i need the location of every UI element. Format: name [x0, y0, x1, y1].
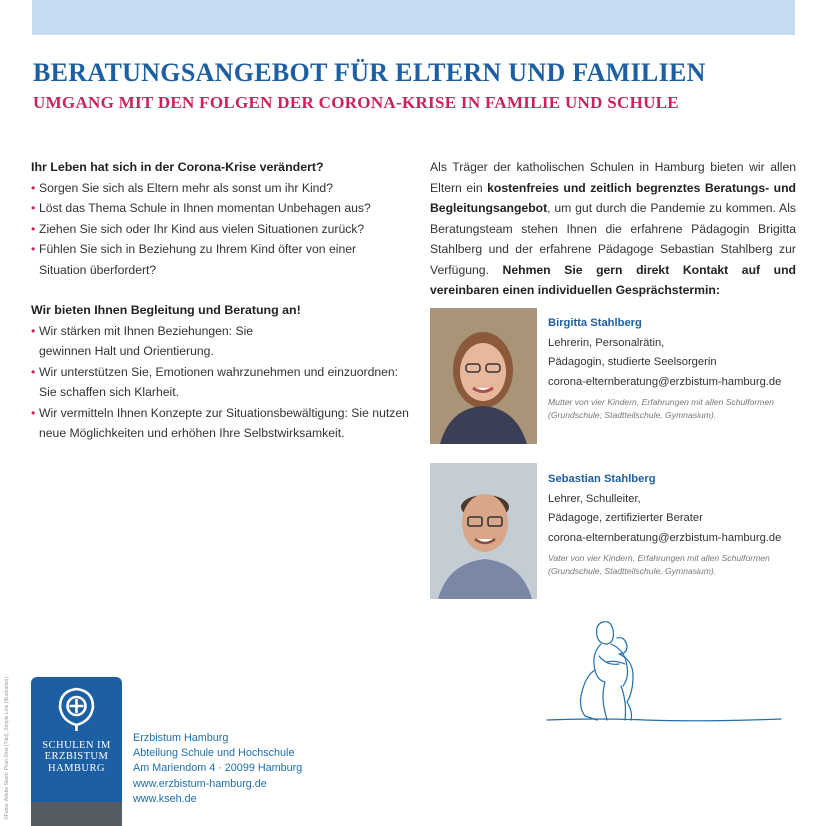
- list-item: • Wir vermitteln Ihnen Konzepte zur Situationsbewältigung: Sie nutzen neue Möglichkeiten und erhöhen Ihre Selbstwirksamkeit.: [31, 403, 411, 444]
- portrait-photo-birgitta: [430, 308, 537, 444]
- portrait-man-illustration: [430, 463, 537, 599]
- portrait-woman-illustration: [430, 308, 537, 444]
- intro-bold-cta: Nehmen Sie gern direkt Kontakt auf und vereinbaren einen individuellen Gesprächstermin:: [430, 262, 796, 297]
- list-item: • Sorgen Sie sich als Eltern mehr als sonst um ihr Kind?: [31, 178, 411, 199]
- contact-role: Lehrerin, Personalrätin,: [548, 336, 665, 349]
- contact-card-birgitta: [548, 314, 798, 421]
- intro-bold-offer: kostenfreies und zeitlich begrenztes Beratungs- und Begleitungsangebot: [430, 180, 797, 215]
- list-item: • Wir unterstützen Sie, Emotionen wahrzunehmen und einzuordnen: Sie schaffen sich Klarheit.: [31, 362, 411, 403]
- page-title: BERATUNGSANGEBOT FÜR ELTERN UND FAMILIEN: [33, 58, 706, 87]
- org-name: Erzbistum Hamburg: [133, 732, 229, 744]
- list-item: • Wir stärken mit Ihnen Beziehungen: Sie gewinnen Halt und Orientierung.: [31, 321, 411, 362]
- top-color-band: [32, 0, 795, 35]
- intro-paragraph: [430, 157, 796, 301]
- schulen-logo: [31, 677, 122, 826]
- contact-role: Lehrer, Schulleiter,: [548, 492, 641, 505]
- logo-wordmark: SCHULEN IM ERZBISTUM HAMBURG: [42, 740, 111, 774]
- contact-role: Pädagoge, zertifizierter Berater: [548, 512, 703, 524]
- contact-email[interactable]: corona-elternberatung@erzbistum-hamburg.de: [548, 375, 782, 388]
- website-link[interactable]: www.erzbistum-hamburg.de: [133, 777, 267, 790]
- intro-text: , um gut durch die Pandemie zu kommen. Als Beratungsteam stehen Ihnen die erfahrene Pädagogin Brigitta Stahlberg und der erfahrene Pädagoge Sebastian Stahlberg zur Verfügung.: [430, 201, 796, 277]
- keyhole-cross-logo-icon: [54, 685, 99, 735]
- hug-line-illustration-icon: [545, 616, 785, 728]
- list-item: • Fühlen Sie sich in Beziehung zu Ihrem Kind öfter von einer Situation überfordert?: [31, 239, 411, 280]
- portrait-photo-sebastian: [430, 463, 537, 599]
- contact-card-sebastian: [548, 470, 798, 577]
- photo-credit: ©Fotos: Adobe Stock: Pixel-Shot (Titel), Simple Line (Illustration): [4, 676, 10, 820]
- list-item: • Ziehen Sie sich oder Ihr Kind aus vielen Situationen zurück?: [31, 219, 411, 240]
- section-heading-questions: Ihr Leben hat sich in der Corona-Krise verändert?: [31, 160, 324, 174]
- section-heading-offer: Wir bieten Ihnen Begleitung und Beratung an!: [31, 303, 301, 317]
- contact-name: Birgitta Stahlberg: [548, 317, 642, 329]
- contact-name: Sebastian Stahlberg: [548, 473, 656, 485]
- left-column: [31, 157, 411, 444]
- contact-role: Pädagogin, studierte Seelsorgerin: [548, 356, 717, 368]
- logo-base-bar: [31, 802, 122, 826]
- contact-note: Vater von vier Kindern, Erfahrungen mit allen Schulformen (Grundschule, Stadtteilschule, Gymnasium).: [548, 553, 770, 576]
- offer-list: [31, 321, 411, 444]
- intro-text: Als Träger der katholischen Schulen in Hamburg bieten wir allen Eltern ein: [430, 160, 796, 195]
- website-link[interactable]: www.kseh.de: [133, 792, 197, 805]
- question-list: [31, 178, 411, 281]
- page-subtitle: UMGANG MIT DEN FOLGEN DER CORONA-KRISE IN FAMILIE UND SCHULE: [33, 93, 679, 112]
- list-item: • Löst das Thema Schule in Ihnen momentan Unbehagen aus?: [31, 198, 411, 219]
- street-address: Am Mariendom 4 · 20099 Hamburg: [133, 762, 303, 775]
- address-block: [133, 731, 302, 807]
- contact-note: Mutter von vier Kindern, Erfahrungen mit allen Schulformen (Grundschule, Stadtteilschule, Gymnasium).: [548, 397, 774, 420]
- department: Abteilung Schule und Hochschule: [133, 747, 295, 760]
- contact-email[interactable]: corona-elternberatung@erzbistum-hamburg.de: [548, 531, 782, 544]
